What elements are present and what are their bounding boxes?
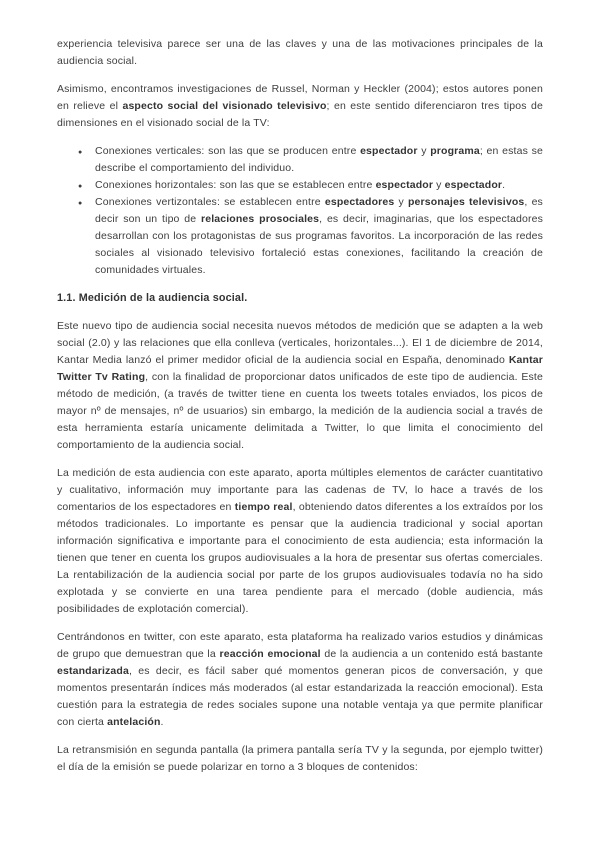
bullet-item-conexiones-horizontales: ● Conexiones horizontales: son las que se establecen entre espectador y espectador. <box>78 177 543 194</box>
bold-text: relaciones prosociales <box>200 213 320 225</box>
paragraph-investigaciones: Asimismo, encontramos investigaciones de Russel, Norman y Heckler (2004); estos autores ponen en relieve el aspecto social del visionado televisivo; en este sentido diferenciaron tres tipos de dimensiones en el visionado social de la TV: <box>57 83 543 129</box>
paragraph-segunda-pantalla: La retransmisión en segunda pantalla (la primera pantalla sería TV y la segunda, por ejemplo twitter) el día de la emisión se puede polarizar en torno a 3 bloques de contenidos: <box>57 744 543 773</box>
bold-text: estandarizada <box>57 665 129 677</box>
section-heading-medicion: 1.1. Medición de la audiencia social. <box>57 292 248 304</box>
paragraph-twitter-reaccion: Centrándonos en twitter, con este aparato, esta plataforma ha realizado varios estudios y dinámicas de grupo que demuestran que la reacción emocional de la audiencia a un contenido está bastante estandarizada, es decir, es fácil saber qué momentos generan picos de conversación, y que momentos presentarán índices más moderados (al estar estandarizada la reacción emocional). Esta cuestión para la estrategia de redes sociales supone una notable ventaja ya que permite planificar con cierta antelación. <box>57 631 543 728</box>
bold-text: programa <box>430 145 480 157</box>
bold-text: espectador <box>444 179 503 191</box>
bold-text: espectador <box>375 179 434 191</box>
bold-text: reacción emocional <box>219 648 321 660</box>
bold-text: personajes televisivos <box>407 196 525 208</box>
bold-text: espectador <box>360 145 418 157</box>
paragraph-medicion-aparato: La medición de esta audiencia con este aparato, aporta múltiples elementos de carácter cuantitativo y cualitativo, información muy importante para las cadenas de TV, lo hace a través de los comentarios de los espectadores en tiempo real, obteniendo datos diferentes a los extraídos por los métodos tradicionales. Lo importante es pensar que la audiencia tradicional y social aportan información significativa e importante para el conocimiento de esta audiencia; esta información la tienen que tener en cuenta los grupos audiovisuales a la hora de presentar sus ofertas comerciales. La rentabilización de la audiencia social por parte de los grupos audiovisuales todavía no ha sido explotada y se convierte en una tarea pendiente para el mercado (doble audiencia, más posibilidades de explotación comercial). <box>57 467 543 615</box>
bold-text: antelación <box>107 716 161 728</box>
bold-text: Kantar Twitter Tv Rating <box>57 354 543 383</box>
bold-text: espectadores <box>324 196 395 208</box>
paragraph-kantar: Este nuevo tipo de audiencia social necesita nuevos métodos de medición que se adapten a la web social (2.0) y las relaciones que ella conlleva (verticales, horizontales...). El 1 de diciembre de 2014, Kantar Media lanzó el primer medidor oficial de la audiencia social en España, denominado Kantar Twitter Tv Rating, con la finalidad de proporcionar datos unificados de este tipo de audiencia. Este método de medición, (a través de twitter tiene en cuenta los tweets totales enviados, los picos de mayor nº de mensajes, nº de usuarios) sin embargo, la medición de la audiencia social a través de esta herramienta estaría unicamente delimitada a Twitter, lo que limita el conocimiento del comportamiento de la audiencia social. <box>57 320 543 451</box>
bullet-item-conexiones-verticales: ● Conexiones verticales: son las que se producen entre espectador y programa; en estas se describe el comportamiento del individuo. <box>78 143 543 177</box>
bullet-item-conexiones-vertizontales: ● Conexiones vertizontales: se establecen entre espectadores y personajes televisivos, es decir son un tipo de relaciones prosociales, es decir, imaginarias, que los espectadores desarrollan con los protagonistas de sus programas favoritos. La incorporación de las redes sociales al visionado televisivo fortaleció estas conexiones, facilitando la creación de comunidades virtuales. <box>78 194 543 279</box>
paragraph-intro: experiencia televisiva parece ser una de las claves y una de las motivaciones principales de la audiencia social. <box>57 38 543 67</box>
bold-text: tiempo real <box>234 501 293 513</box>
bold-text: aspecto social del visionado televisivo <box>122 100 327 112</box>
bullet-list-conexiones <box>57 143 543 279</box>
